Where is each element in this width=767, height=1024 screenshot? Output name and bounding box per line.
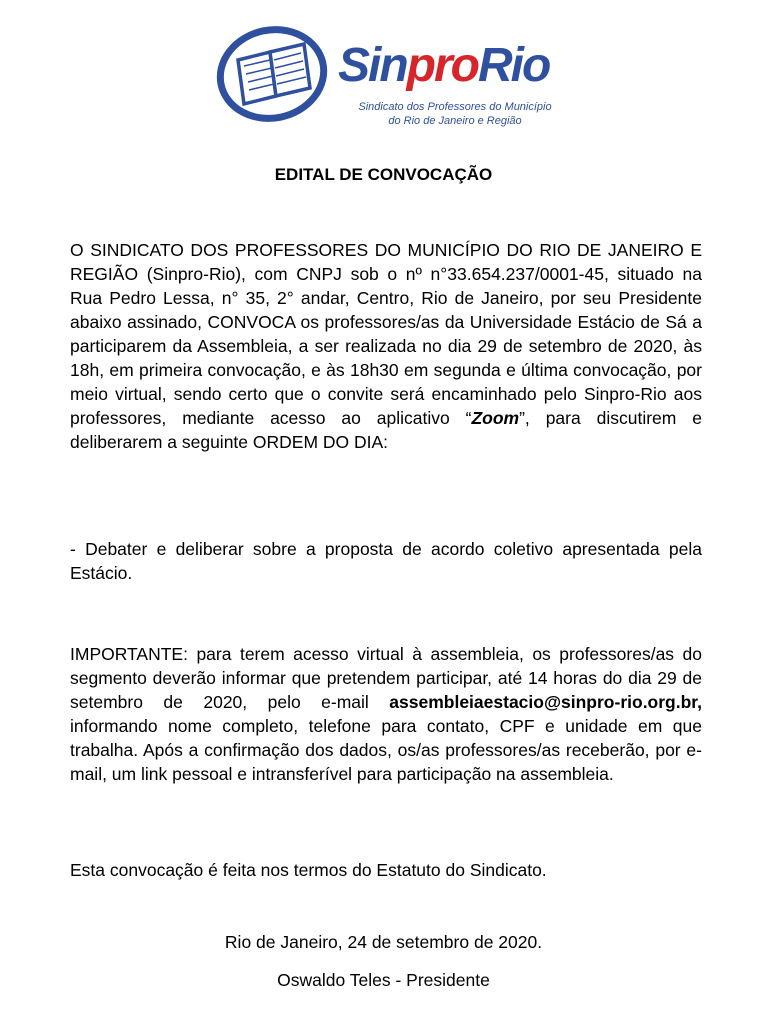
logo-wordmark-pro: pro — [406, 39, 478, 92]
logo-wordmark-rio: Rio — [478, 39, 550, 92]
date-line: Rio de Janeiro, 24 de setembro de 2020. — [224, 932, 543, 952]
paragraph-agenda-item: - Debater e deliberar sobre a proposta de acordo coletivo apresentada pela Estácio. — [70, 539, 702, 583]
paragraph-statute: Esta convocação é feita nos termos do Estatuto do Sindicato. — [70, 860, 547, 880]
logo-wordmark — [338, 38, 549, 94]
p1-text-start: O SINDICATO DOS PROFESSORES DO MUNICÍPIO DO RIO DE JANEIRO E REGIÃO (Sinpro-Rio), com CNPJ sob o nº n°33.654.237/0001-45, situado na Rua Pedro Lessa, n° 35, 2° andar, Centro, Rio de Janeiro, por seu Presidente abaixo assinado, CONVOCA os professores/as da Universidade Estácio de Sá a participarem da Assembleia, a ser realizada no dia 29 de setembro de 2020, às 18h, em primeira convocação, e às 18h30 em segunda e última convocação, por meio virtual, sendo certo que o convite será encaminhado pelo Sinpro-Rio aos professores, mediante acesso ao aplicativo “ — [70, 240, 702, 428]
signature: Oswaldo Teles - Presidente — [277, 970, 490, 990]
logo-subtitle — [340, 100, 570, 128]
page-title: EDITAL DE CONVOCAÇÃO — [274, 165, 493, 184]
p1-text-end: ”, para discutirem e deliberarem a seguinte ORDEM DO DIA: — [70, 408, 702, 452]
logo-wordmark-sin: Sin — [338, 39, 407, 92]
logo-subtitle-line1: Sindicato dos Professores do Município — [358, 101, 552, 113]
p3-text-start: IMPORTANTE: para terem acesso virtual à assembleia, os professores/as do segmento deverão informar que pretendem participar, até 14 horas do dia 29 de setembro de 2020, pelo e-mail — [70, 644, 702, 712]
paragraph-convocation — [70, 238, 702, 454]
contact-email: assembleiaestacio@sinpro-rio.org.br, — [389, 692, 702, 712]
sinpro-rio-logo — [216, 22, 566, 134]
paragraph-important — [70, 642, 702, 786]
logo-subtitle-line2: do Rio de Janeiro e Região — [388, 115, 522, 127]
p3-text-end: informando nome completo, telefone para contato, CPF e unidade em que trabalha. Após a confirmação dos dados, os/as professores/as receberão, por e-mail, um link pessoal e intransferível para participação na assembleia. — [70, 716, 702, 784]
open-book-icon — [216, 22, 336, 134]
zoom-app-name: Zoom — [471, 408, 520, 428]
